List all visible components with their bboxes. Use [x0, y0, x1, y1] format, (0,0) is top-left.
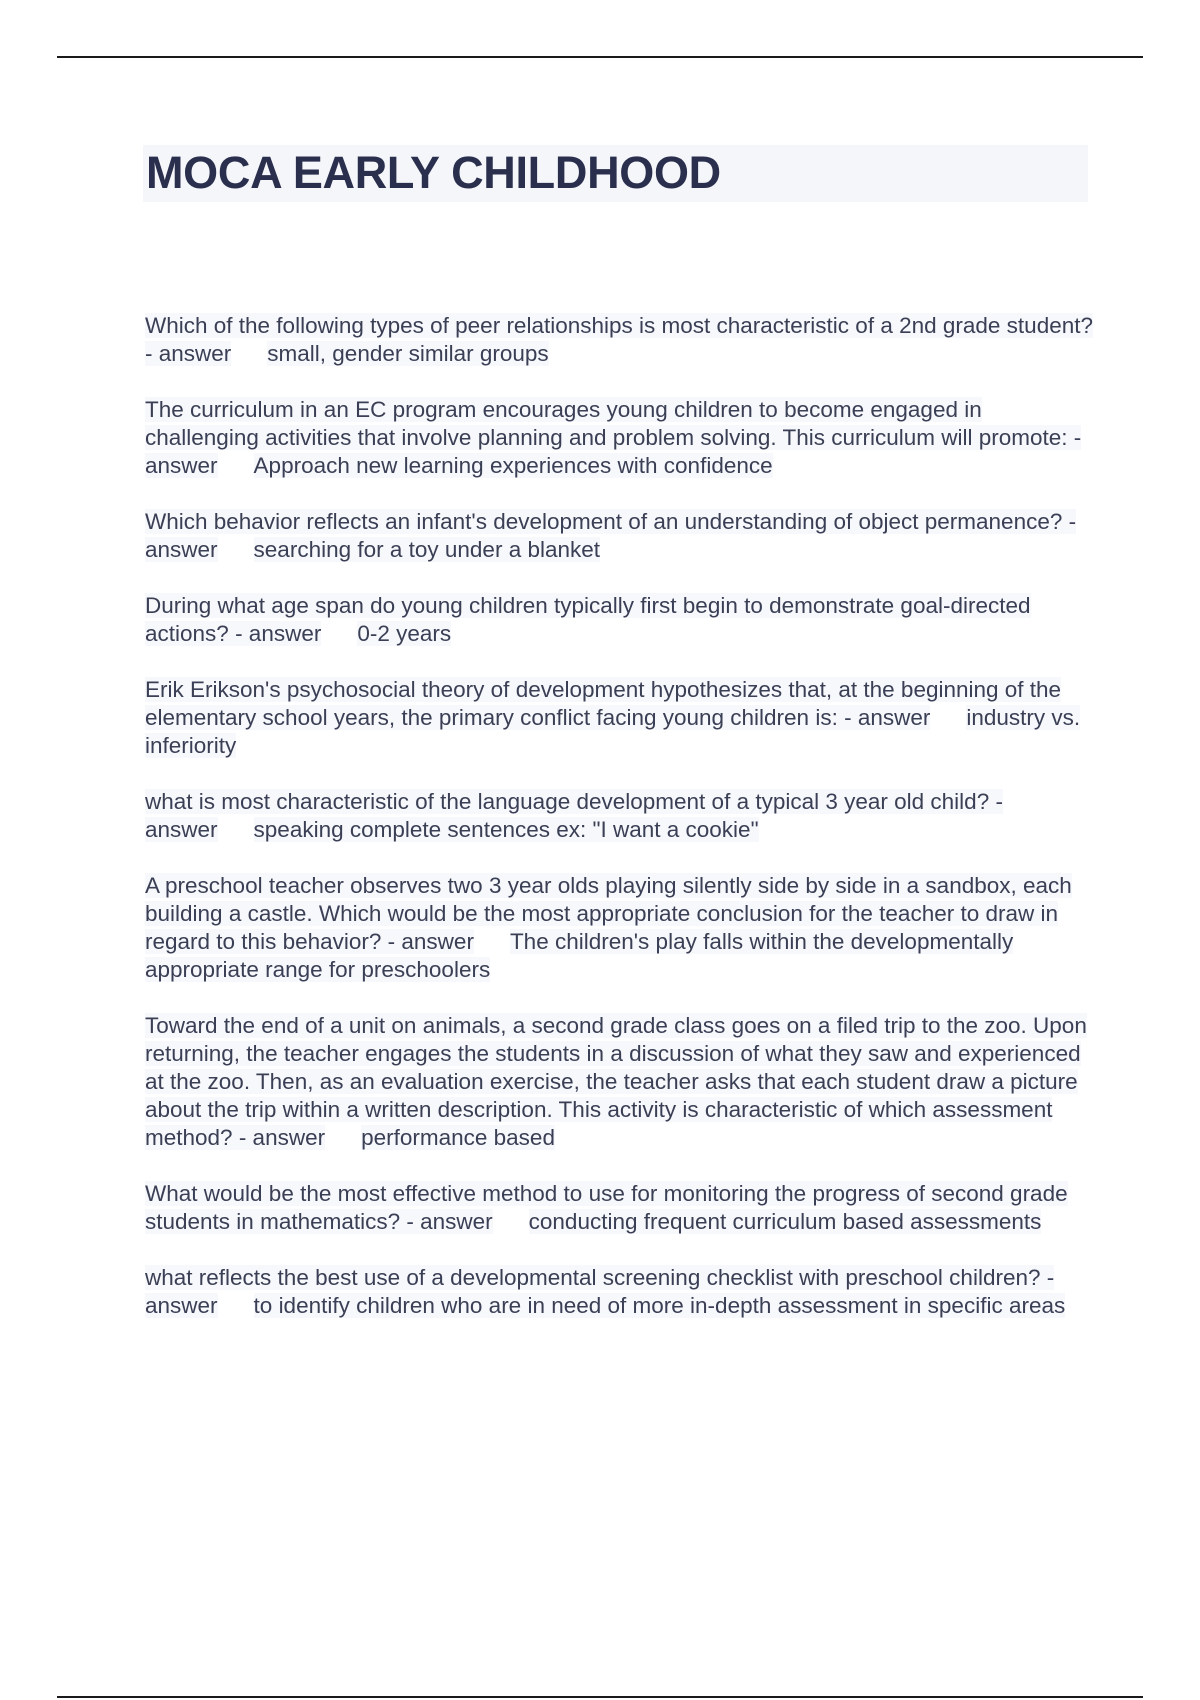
answer-label: - answer — [837, 705, 931, 730]
answer-label: - answer — [145, 341, 232, 366]
answer-text: performance based — [361, 1125, 555, 1150]
answer-text: searching for a toy under a blanket — [253, 537, 601, 562]
qa-item-6 — [145, 788, 1095, 844]
qa-item-9 — [145, 1180, 1095, 1236]
qa-item-5 — [145, 676, 1095, 760]
question-text: The curriculum in an EC program encourages young children to become engaged in challenging activities that involve planning and problem solving. This curriculum will promote: — [145, 397, 1068, 450]
answer-label: - answer — [145, 789, 1003, 842]
answer-label: - answer — [145, 509, 1077, 562]
qa-item-7 — [145, 872, 1095, 984]
answer-label: - answer — [228, 621, 322, 646]
answer-label: - answer — [381, 929, 474, 954]
question-text: Which of the following types of peer relationships is most characteristic of a 2nd grade student? — [145, 313, 1093, 338]
answer-text: conducting frequent curriculum based assessments — [528, 1209, 1042, 1234]
answer-text: 0-2 years — [357, 621, 452, 646]
question-text: What would be the most effective method to use for monitoring the progress of second grade students in mathematics? — [145, 1181, 1068, 1234]
question-text: what reflects the best use of a developmental screening checklist with preschool children? — [145, 1265, 1041, 1290]
answer-label: - answer — [145, 425, 1082, 478]
qa-item-1 — [145, 312, 1095, 368]
top-rule — [57, 56, 1143, 58]
answer-label: - answer — [400, 1209, 493, 1234]
answer-label: - answer — [145, 1265, 1055, 1318]
answer-text: industry vs. inferiority — [145, 705, 1081, 758]
answer-text: The children's play falls within the developmentally appropriate range for preschoolers — [145, 929, 1014, 982]
qa-item-2 — [145, 396, 1095, 480]
answer-text: to identify children who are in need of more in-depth assessment in specific areas — [253, 1293, 1066, 1318]
question-text: what is most characteristic of the language development of a typical 3 year old child? — [145, 789, 990, 814]
question-text: Which behavior reflects an infant's development of an understanding of object permanence? — [145, 509, 1063, 534]
question-text: During what age span do young children typically first begin to demonstrate goal-directed actions? — [145, 593, 1031, 646]
question-text: Erik Erikson's psychosocial theory of development hypothesizes that, at the beginning of the elementary school years, the primary conflict facing young children is: — [145, 677, 1062, 730]
qa-item-10 — [145, 1264, 1095, 1320]
bottom-rule — [57, 1696, 1143, 1698]
question-text: Toward the end of a unit on animals, a second grade class goes on a filed trip to the zoo. Upon returning, the teacher engages the students in a discussion of what they saw and experienced at the zoo. Then, as an evaluation exercise, the teacher asks that each student draw a picture about the trip within a written description. This activity is characteristic of which assessment method? — [145, 1013, 1087, 1150]
document-title: MOCA EARLY CHILDHOOD — [146, 147, 721, 198]
qa-list — [145, 312, 1095, 1348]
qa-item-3 — [145, 508, 1095, 564]
answer-label: - answer — [232, 1125, 326, 1150]
qa-item-8 — [145, 1012, 1095, 1152]
answer-text: small, gender similar groups — [267, 341, 549, 366]
answer-text: Approach new learning experiences with confidence — [253, 453, 773, 478]
answer-text: speaking complete sentences ex: "I want a cookie" — [253, 817, 759, 842]
question-text: A preschool teacher observes two 3 year olds playing silently side by side in a sandbox, each building a castle. Which would be the most appropriate conclusion for the teacher to draw in regard to this behavior? — [145, 873, 1072, 954]
qa-item-4 — [145, 592, 1095, 648]
